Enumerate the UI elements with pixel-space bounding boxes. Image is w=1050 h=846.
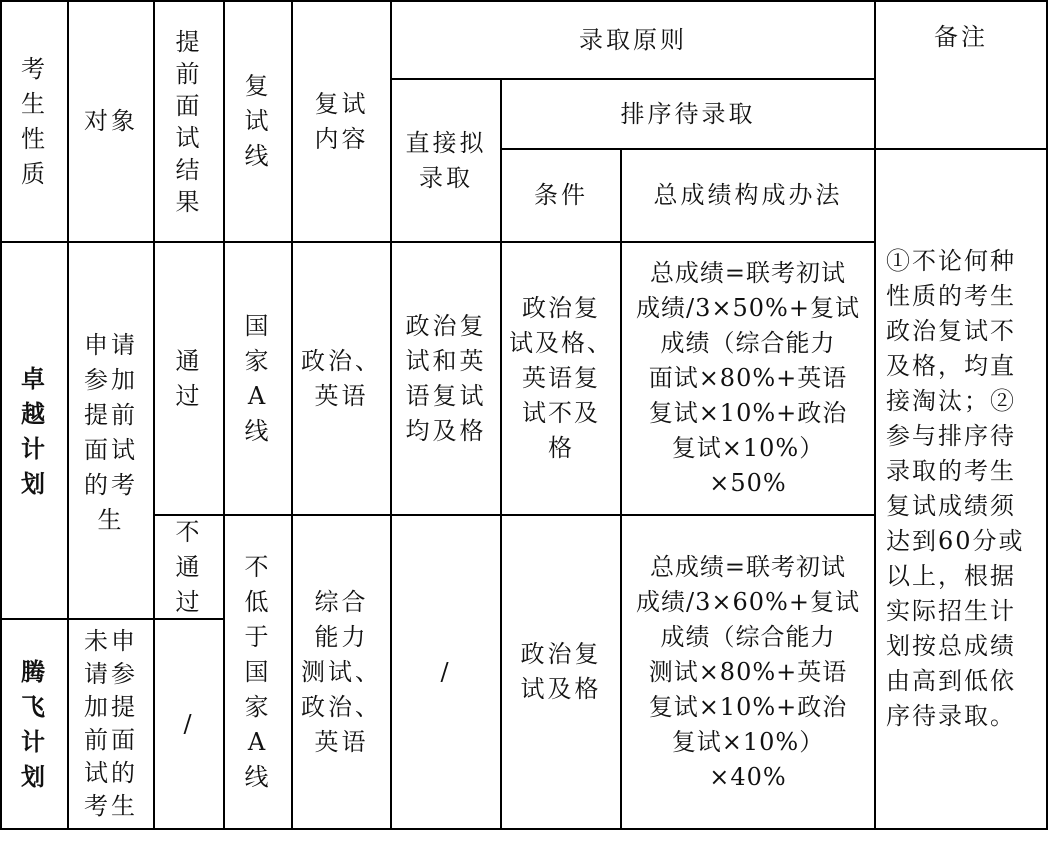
plan-tengfei: 腾 飞 计 划: [2, 620, 67, 828]
interview-pass: 通 过: [155, 243, 223, 514]
content-b: 综合 能力 测试、 政治、 英语: [293, 516, 390, 828]
header-admission-principle: 录取原则: [392, 2, 874, 78]
tengfei-interview: /: [155, 620, 223, 828]
header-type: 考 生 性 质: [2, 2, 67, 241]
header-interview-result: 提 前 面 试 结 果: [155, 2, 223, 241]
note-cell: ①不论何种 性质的考生 政治复试不 及格，均直 接淘汰；② 参与排序待 录取的考生 复试成绩须 达到60分或 以上，根据 实际招生计 划按总成绩 由高到低依 序待录取。: [876, 150, 1046, 828]
header-target: 对象: [69, 2, 153, 241]
header-condition: 条件: [502, 150, 620, 241]
zhuoyue-target: 申请 参加 提前 面试 的考 生: [69, 243, 153, 618]
formula-a: 总成绩=联考初试 成绩/3×50%+复试 成绩（综合能力 面试×80%+英语 复试×10%+政治 复试×10%） ×50%: [622, 243, 874, 514]
condition-b: 政治复 试及格: [502, 516, 620, 828]
line-a: 国 家 A 线: [225, 243, 291, 514]
plan-zhuoyue: 卓 越 计 划: [2, 243, 67, 618]
formula-b: 总成绩=联考初试 成绩/3×60%+复试 成绩（综合能力 测试×80%+英语 复试×10%+政治 复试×10%） ×40%: [622, 516, 874, 828]
content-a: 政治、 英语: [293, 243, 390, 514]
header-ranking: 排序待录取: [502, 80, 874, 148]
tengfei-target: 未申 请参 加提 前面 试的 考生: [69, 620, 153, 828]
direct-b: /: [392, 516, 500, 828]
direct-a: 政治复 试和英 语复试 均及格: [392, 243, 500, 514]
line-b: 不 低 于 国 家 A 线: [225, 516, 291, 828]
condition-a: 政治复 试及格、 英语复 试不及 格: [502, 243, 620, 514]
header-total-method: 总成绩构成办法: [622, 150, 874, 241]
header-retest-content: 复试 内容: [293, 2, 390, 241]
header-retest-line: 复 试 线: [225, 2, 291, 241]
header-direct: 直接拟 录取: [392, 80, 500, 241]
header-note: 备注: [876, 2, 1046, 148]
interview-fail: 不 通 过: [155, 516, 223, 618]
